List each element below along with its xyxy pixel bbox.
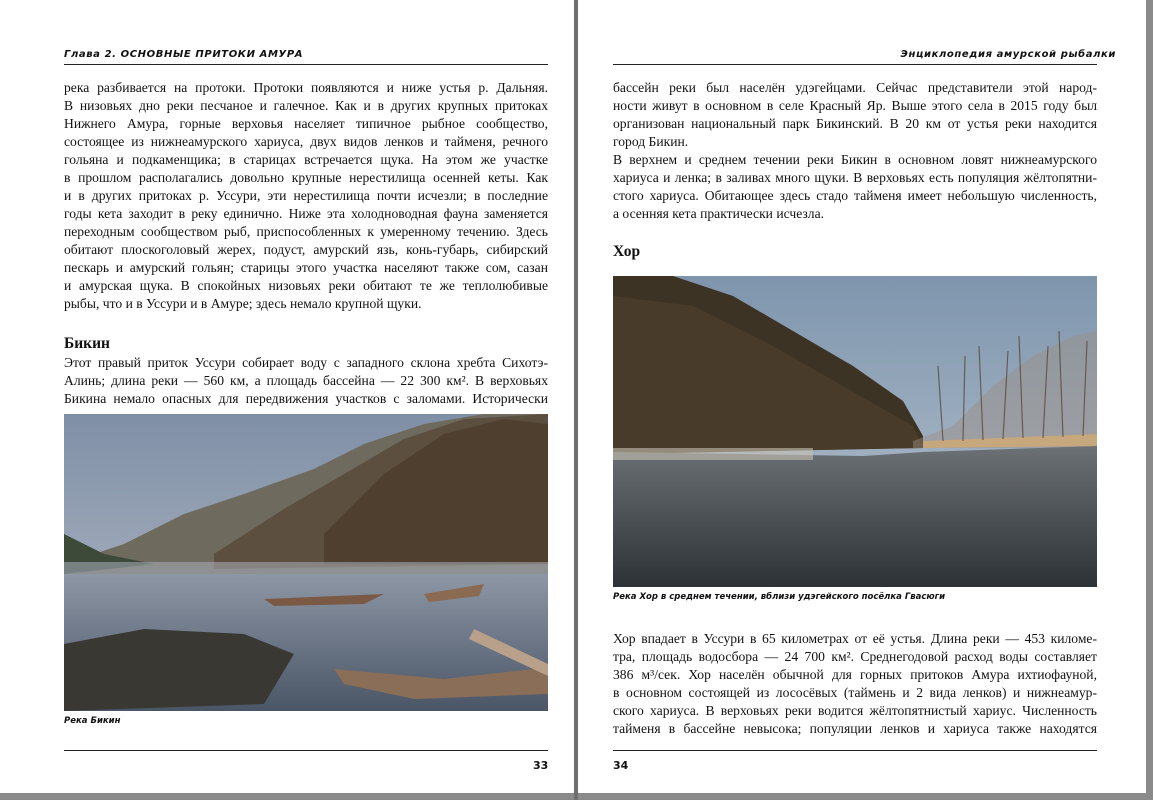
text-line: в основном состоящей из лососёвых (таймень и 2 вида ленков) и нижнеамур- — [613, 685, 1097, 700]
text-line: и амурская щука. В спокойных низовьях реки обитают те же теплолюбивые — [64, 278, 548, 293]
right-paragraph-1 — [613, 79, 1097, 151]
text-line: хариуса и ленка; в заливах много щуки. В верховьях есть популяция жёлтопятни- — [613, 170, 1097, 185]
left-running-head: Глава 2. ОСНОВНЫЕ ПРИТОКИ АМУРА — [64, 49, 304, 60]
text-line: Алинь; длина реки — 560 км, а площадь бассейна — 22 300 км². В верховьях — [64, 373, 548, 388]
section-heading-bikin: Бикин — [64, 335, 110, 352]
page-number-right: 34 — [613, 759, 629, 772]
section-heading-khor: Хор — [613, 243, 641, 260]
right-page — [578, 0, 1146, 793]
text-line: состоящее из нижнеамурского хариуса, двух видов ленков и тайменя, речного — [64, 134, 548, 149]
caption-bikin: Река Бикин — [64, 716, 121, 726]
text-line: тра, площадь водосбора — 24 700 км². Среднегодовой расход воды составляет — [613, 649, 1097, 664]
text-line: Хор впадает в Уссури в 65 километрах от её устья. Длина реки — 453 киломе- — [613, 631, 1097, 646]
text-line: годы кета заходит в реку единично. Ниже эта холодноводная фауна заменяется — [64, 206, 548, 221]
text-line: Бикина немало опасных для передвижения участков с заломами. Исторически — [64, 391, 548, 406]
text-line: организован национальный парк Бикинский. В 20 км от устья реки находится — [613, 116, 1097, 131]
text-line: в прошлом располагались довольно крупные нерестилища осенней кеты. Как — [64, 170, 548, 185]
text-line: бассейн реки был населён удэгейцами. Сейчас представители этой народ- — [613, 80, 1097, 95]
text-line: стого хариуса. Обитающее здесь стадо тайменя имеет небольшую численность, — [613, 188, 1097, 203]
left-footer-rule — [64, 750, 548, 751]
text-line: переходным сообществом рыб, приспособленных к умеренному течению. Здесь — [64, 224, 548, 239]
text-line: а осенняя кета практически исчезла. — [613, 206, 825, 221]
text-line: тайменя в бассейне невысока; популяции ленков и хариуса также находятся — [613, 721, 1097, 736]
text-line: Этот правый приток Уссури собирает воду с западного склона хребта Сихотэ- — [64, 355, 548, 370]
text-line: Нижнего Амура, горные верховья населяет типичное рыбное сообщество, — [64, 116, 548, 131]
text-line: 386 м³/сек. Хор населён обычной для горных притоков Амура ихтиофауной, — [613, 667, 1097, 682]
caption-khor: Река Хор в среднем течении, вблизи удэгейского посёлка Гвасюги — [613, 592, 946, 602]
text-line: ского хариуса. В верховьях реки водится жёлтопятнистый хариус. Численность — [613, 703, 1097, 718]
photo-khor-river — [613, 276, 1097, 587]
left-paragraph-2 — [64, 354, 548, 408]
text-line: пескарь и амурский гольян; старицы этого участка населяют также сом, сазан — [64, 260, 548, 275]
right-header-rule — [613, 64, 1097, 65]
text-line: город Бикин. — [613, 134, 689, 149]
text-line: гольяна и подкаменщика; в старицах встречается щука. На этом же участке — [64, 152, 548, 167]
photo-bikin-river — [64, 414, 548, 711]
right-footer-rule — [613, 750, 1097, 751]
right-paragraph-3 — [613, 630, 1097, 738]
page-number-left: 33 — [533, 759, 549, 772]
text-line: В верхнем и среднем течении реки Бикин в основном ловят нижнеамурского — [613, 152, 1097, 167]
text-line: рыбы, что и в Уссури и в Амуре; здесь немало крупной щуки. — [64, 296, 422, 311]
left-header-rule — [64, 64, 548, 65]
text-line: и в других притоках р. Уссури, эти нерестилища почти исчезли; в последние — [64, 188, 548, 203]
left-paragraph-1 — [64, 79, 548, 313]
text-line: ности живут в основном в селе Красный Яр. Выше этого села в 2015 году был — [613, 98, 1097, 113]
text-line: обитают плоскоголовый жерех, подуст, амурский язь, конь-губарь, сибирский — [64, 242, 548, 257]
text-line: В низовьях дно реки песчаное и галечное. Как и в других крупных притоках — [64, 98, 548, 113]
text-line: река разбивается на протоки. Протоки появляются и ниже устья р. Дальняя. — [64, 80, 548, 95]
right-paragraph-2 — [613, 151, 1097, 223]
left-page — [0, 0, 574, 793]
right-running-head: Энциклопедия амурской рыбалки — [900, 49, 1116, 60]
